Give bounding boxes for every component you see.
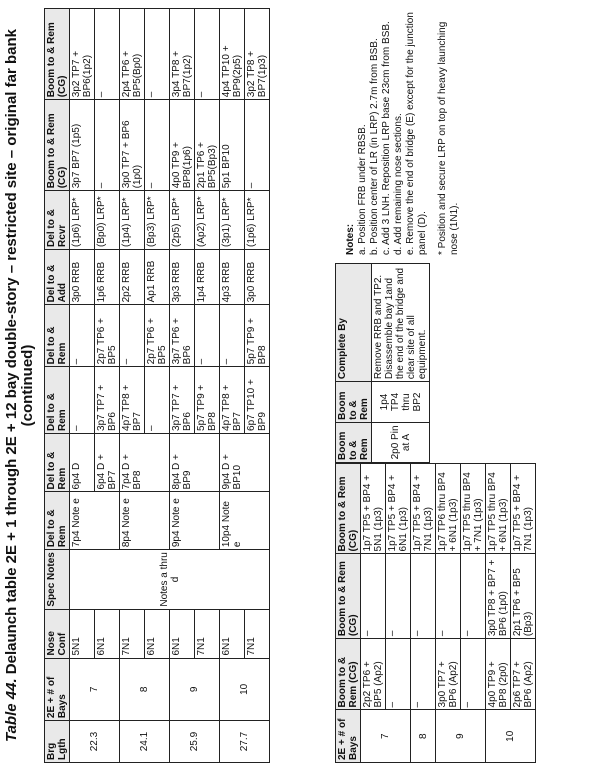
cell: 3p3 RRB: [170, 249, 195, 304]
table-row: [220, 9, 245, 763]
bay-count: 9: [436, 710, 486, 763]
table-row: [361, 464, 386, 763]
col-header: Del to & Rcvr: [45, 191, 70, 250]
main-delaunch-table: [44, 8, 270, 763]
cell: 3p7 BP7 (1p5): [70, 100, 95, 191]
cell: 3p2 TP8 + BP7(1p3): [245, 9, 270, 100]
cell: 2p2 TP6 + BP5 (Ap2): [361, 639, 386, 710]
cell: 7p4 D + BP8: [120, 433, 170, 491]
cell: 9p4 Note e: [170, 492, 220, 550]
cell: 2p2 RRB: [120, 249, 145, 304]
cell: 1p7 TP5 thru BP4 + 7N1 (1p3): [461, 464, 486, 554]
cell: –: [120, 305, 145, 367]
bay-count: 10: [220, 658, 270, 721]
cell: 3p2 TP7 + BP6(1p2): [70, 9, 95, 100]
cell: 6p4 D: [70, 433, 95, 491]
cell: –: [461, 639, 486, 710]
cell: 5p7 TP9 + BP8: [245, 305, 270, 367]
bay-count: 7: [361, 710, 411, 763]
col-header: Del to & Rem: [45, 492, 70, 550]
cell: 1p4 RRB: [195, 249, 220, 304]
bay-count: 10: [486, 710, 536, 763]
cell: –: [145, 9, 170, 100]
col-header: Boom to & Rem (CG): [45, 100, 70, 191]
nose-config: 7N1: [245, 609, 270, 658]
cell: 7p4 Note e: [70, 492, 120, 550]
cell: 2p7 TP6 + BP5: [145, 305, 170, 367]
bay-count: 9: [170, 658, 220, 721]
complete-header-row: [336, 264, 372, 463]
col-header: Boom to & Rem: [336, 422, 372, 462]
footnote: * Position and secure LRP on top of heavy launching nose (1N1).: [437, 21, 460, 255]
cell: 1p7 TP6 thru BP4 + 6N1 (1p3): [436, 464, 461, 554]
table-row: [195, 9, 220, 763]
table-title: [4, 0, 36, 771]
cell: 2p6 TP7 + BP6 (Ap2): [511, 639, 536, 710]
cell: –: [386, 554, 411, 639]
cell: (1p4) LRP*: [120, 191, 145, 250]
col-header: Complete By: [336, 264, 372, 382]
cell: 3p7 TP7 + BP6: [95, 367, 120, 434]
note-item: a. Position FRB under RBSB.: [357, 124, 368, 255]
cell: 1p7 TP5 + BP4 + 7N1 (1p3): [511, 464, 536, 554]
cell: Remove RRB and TP2. Disassemble bay 1and the end of the bridge and clear site of all equipment.: [372, 264, 430, 382]
note-item: b. Position center of LR (in LRP) 2.7m from BSB.: [369, 38, 380, 255]
col-header: Nose Conf: [45, 609, 70, 658]
cell: (Bp3) LRP*: [145, 191, 170, 250]
nose-config: 7N1: [195, 609, 220, 658]
col-header: Boom to & Rem (CG): [336, 464, 361, 554]
bay-count: 7: [70, 658, 120, 721]
cell: Ap1 RRB: [145, 249, 170, 304]
cell: 2p4 TP6 + BP5(Bp0): [120, 9, 145, 100]
cell: 3p0 TP7 + BP6 (Ap2): [436, 639, 461, 710]
cell: 6p4 D + BP7: [95, 433, 120, 491]
cell: 3p0 TP7 + BP6 (1p0): [120, 100, 145, 191]
complete-table: [335, 263, 430, 463]
col-header: Boom to & Rem (CG): [336, 554, 361, 639]
cell: 4p0 TP9 + BP8(1p6): [170, 100, 195, 191]
table-heading: Delaunch table 2E + 1 through 2E + 12 bay double-story – restricted site – original far bank: [3, 29, 20, 675]
table-row: [372, 264, 430, 463]
bridge-length: 27.7: [220, 721, 270, 763]
cell: 2p7 TP6 + BP5: [95, 305, 120, 367]
cell: –: [411, 639, 436, 710]
table-subtitle: (continued): [19, 344, 36, 427]
bay-count: 8: [411, 710, 436, 763]
main-header-row: [45, 9, 70, 763]
nose-config: 6N1: [220, 609, 245, 658]
note-item: d. Add remaining nose sections.: [393, 113, 404, 255]
spec-notes: Notes a thru d: [70, 550, 270, 609]
cell: 4p3 RRB: [220, 249, 245, 304]
cell: 4p0 TP9 + BP8 (2p0): [486, 639, 511, 710]
cell: 3p4 TP8 + BP7(1p2): [170, 9, 195, 100]
cell: 1p4 TP4 thru BP2: [372, 382, 430, 423]
bridge-length: 22.3: [70, 721, 120, 763]
cell: 9p4 D + BP10: [220, 433, 270, 491]
cell: (1p6) LRP*: [70, 191, 95, 250]
notes-heading: Notes:: [345, 223, 356, 255]
col-header: 2E + # of Bays: [336, 710, 361, 763]
bay-count: 8: [120, 658, 170, 721]
cell: 1p7 TP5 + BP4 + 7N1 (1p3): [411, 464, 436, 554]
cell: –: [145, 100, 170, 191]
cell: 3p7 TP6 + BP6: [170, 305, 195, 367]
nose-config: 6N1: [145, 609, 170, 658]
cell: 1p7 TP5 thru BP4 + 6N1 (1p3): [486, 464, 511, 554]
cell: –: [361, 554, 386, 639]
table-row: [120, 9, 145, 763]
cell: 3p0 RRB: [70, 249, 95, 304]
table-row: [486, 464, 511, 763]
col-header: Spec Notes: [45, 550, 70, 609]
cell: 3p0 RRB: [245, 249, 270, 304]
cell: 8p4 D + BP9: [170, 433, 220, 491]
table-row: [170, 9, 195, 763]
table-row: [95, 9, 120, 763]
bridge-length: 24.1: [120, 721, 170, 763]
cell: 5p7 TP9 + BP8: [195, 367, 220, 434]
col-header: Del to & Rem: [45, 433, 70, 491]
cell: (Bp0) LRP*: [95, 191, 120, 250]
nose-config: 6N1: [95, 609, 120, 658]
notes-block: [345, 5, 461, 255]
cell: –: [411, 554, 436, 639]
boom-table: [335, 463, 536, 763]
nose-config: 6N1: [170, 609, 195, 658]
cell: 8p4 Note e: [120, 492, 170, 550]
cell: 4p7 TP8 + BP7: [120, 367, 145, 434]
table-number: Table 44.: [3, 678, 20, 743]
cell: –: [245, 100, 270, 191]
cell: –: [70, 305, 95, 367]
col-header: Del to & Rem: [45, 367, 70, 434]
boom-header-row: [336, 464, 361, 763]
cell: –: [95, 100, 120, 191]
cell: 4p7 TP8 + BP7: [220, 367, 245, 434]
cell: 5p1 BP10: [220, 100, 245, 191]
col-header: Boom to & Rem (CG): [336, 639, 361, 710]
table-row: [436, 464, 461, 763]
cell: (Ap2) LRP*: [195, 191, 220, 250]
cell: 1p6 RRB: [95, 249, 120, 304]
cell: –: [195, 9, 220, 100]
cell: (3p1) LRP*: [220, 191, 245, 250]
col-header: Del to & Rem: [45, 305, 70, 367]
cell: –: [195, 305, 220, 367]
cell: 3p7 TP7 + BP6: [170, 367, 195, 434]
note-item: c. Add 3 LNH. Reposition LRP base 23cm from BSB.: [381, 21, 392, 255]
col-header: Boom to & Rem: [336, 382, 372, 423]
nose-config: 5N1: [70, 609, 95, 658]
cell: –: [220, 305, 245, 367]
bridge-length: 25.9: [170, 721, 220, 763]
cell: (1p6) LRP*: [245, 191, 270, 250]
cell: –: [95, 9, 120, 100]
col-header: Boom to & Rem (CG): [45, 9, 70, 100]
cell: 6p7 TP10 + BP9: [245, 367, 270, 434]
table-row: [245, 9, 270, 763]
cell: –: [461, 554, 486, 639]
cell: 2p1 TP6 + BP5 (Bp3): [511, 554, 536, 639]
table-row: [145, 9, 170, 763]
cell: –: [145, 367, 170, 434]
cell: 4p4 TP10 + BP9(2p5): [220, 9, 245, 100]
table-row: [70, 9, 95, 763]
cell: 1p7 TP5 + BP4 + 6N1 (1p3): [386, 464, 411, 554]
cell: –: [436, 554, 461, 639]
col-header: Brg Lgth: [45, 721, 70, 763]
table-row: [411, 464, 436, 763]
cell: –: [70, 367, 95, 434]
nose-config: 7N1: [120, 609, 145, 658]
cell: 2p0 Pin at A: [372, 422, 430, 462]
cell: 2p1 TP6 + BP5(Bp3): [195, 100, 220, 191]
cell: 1p7 TP5 + BP4 + 5N1 (1p3): [361, 464, 386, 554]
cell: 3p0 TP8 + BP7 + BP6 (1p0): [486, 554, 511, 639]
col-header: 2E + # of Bays: [45, 658, 70, 721]
note-item: e. Remove the end of bridge (E) except for the junction panel (D).: [405, 12, 428, 255]
cell: (2p5) LRP*: [170, 191, 195, 250]
col-header: Del to & Add: [45, 249, 70, 304]
cell: 10p4 Note e: [220, 492, 270, 550]
cell: –: [386, 639, 411, 710]
